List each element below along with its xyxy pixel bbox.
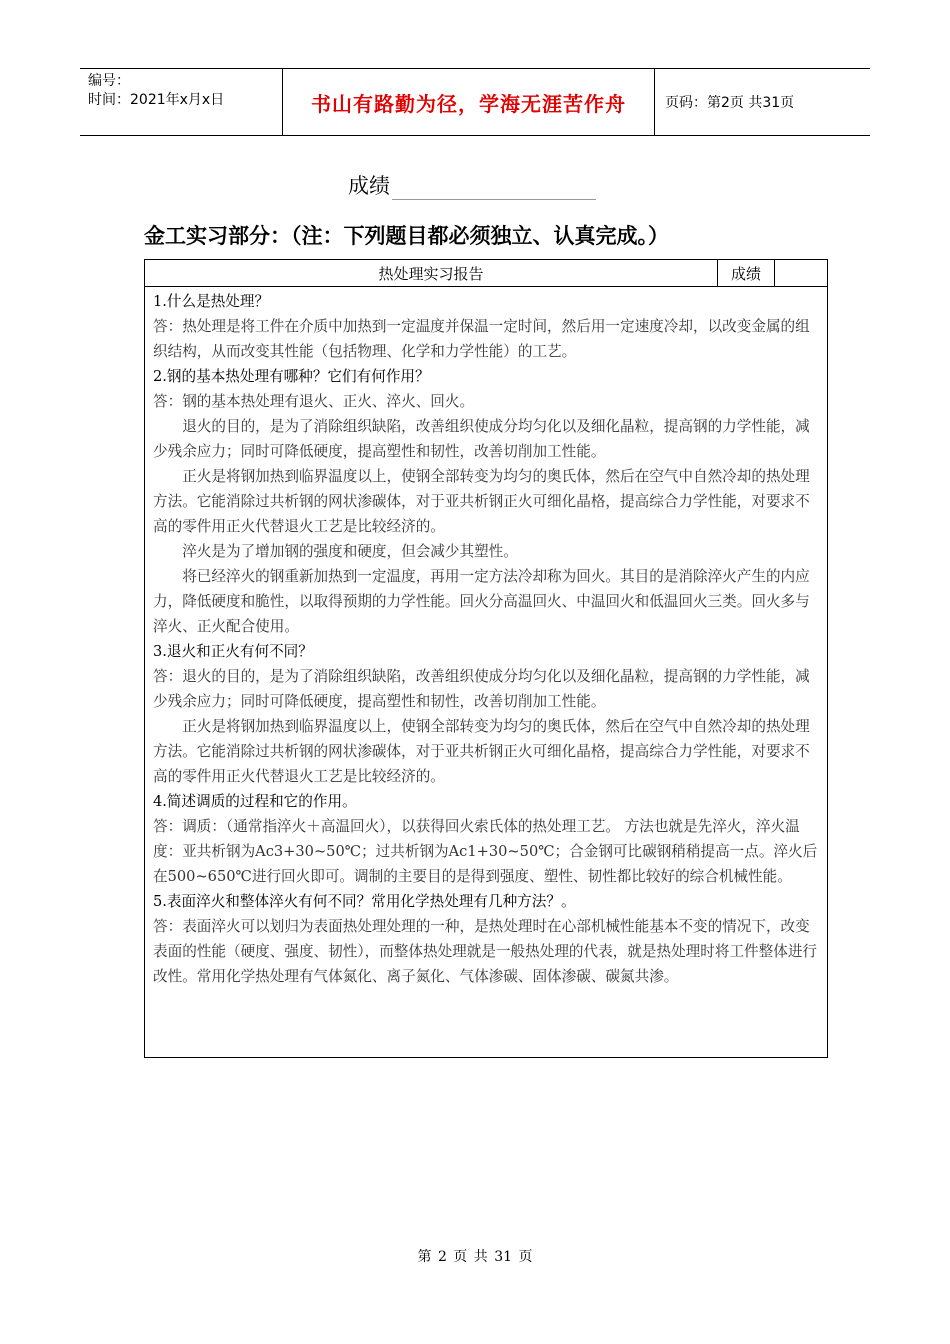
report-score-cell [774,260,827,286]
answer-text: 淬火是为了增加钢的强度和硬度，但会减少其塑性。 [182,543,518,560]
report-title: 热处理实习报告 [378,264,484,283]
report-header-row [145,260,827,287]
question-text: 2.钢的基本热处理有哪种？它们有何作用？ [153,368,430,385]
answer-text: 将已经淬火的钢重新加热到一定温度，再用一定方法冷却称为回火。其目的是消除淬火产生的内应力，降低硬度和脆性，以取得预期的力学性能。回火分高温回火、中温回火和低温回火三类。回火多与淬火、正火配合使用。 [153,568,810,635]
document-date: 时间：2021年x月x日 [88,92,225,108]
document-code: 编号： [88,73,130,89]
question-text: 3.退火和正火有何不同？ [153,643,313,660]
answer-text: 答：钢的基本热处理有退火、正火、淬火、回火。 [153,393,475,410]
answer-text: 答：调质：（通常指淬火＋高温回火），以获得回火索氏体的热处理工艺。 方法也就是先淬火，淬火温度：亚共析钢为Ac3+30~50℃；过共析钢为Ac1+30~50℃；合金钢可比碳钢稍稍提高一点。淬火后在500~650℃进行回火即可。调制的主要目的是得到强度、塑性、韧性都比较好的综合机械性能。 [153,818,818,885]
question-text: 5.表面淬火和整体淬火有何不同？常用化学热处理有几种方法？。 [153,893,576,910]
header-page-info: 页码：第2页 共31页 [665,95,795,111]
question-text: 4.简述调质的过程和它的作用。 [153,793,357,810]
report-body [145,287,827,989]
answer-text: 答：热处理是将工件在介质中加热到一定温度并保温一定时间，然后用一定速度冷却，以改变金属的组织结构，从而改变其性能（包括物理、化学和力学性能）的工艺。 [153,318,810,360]
answer-text: 退火的目的，是为了消除组织缺陷，改善组织使成分均匀化以及细化晶粒，提高钢的力学性能，减少残余应力；同时可降低硬度，提高塑性和韧性，改善切削加工性能。 [153,418,810,460]
answer-text: 正火是将钢加热到临界温度以上，使钢全部转变为均匀的奥氏体，然后在空气中自然冷却的热处理方法。它能消除过共析钢的网状渗碳体，对于亚共析钢正火可细化晶格，提高综合力学性能，对要求不高的零件用正火代替退火工艺是比较经济的。 [153,718,810,785]
answer-text: 正火是将钢加热到临界温度以上，使钢全部转变为均匀的奥氏体，然后在空气中自然冷却的热处理方法。它能消除过共析钢的网状渗碳体，对于亚共析钢正火可细化晶格，提高综合力学性能，对要求不高的零件用正火代替退火工艺是比较经济的。 [153,468,810,535]
header-meta [80,69,282,135]
report-score-label: 成绩 [717,260,774,286]
question-text: 1.什么是热处理？ [153,293,270,310]
answer-text: 答：退火的目的，是为了消除组织缺陷，改善组织使成分均匀化以及细化晶粒，提高钢的力学性能，减少残余应力；同时可降低硬度，提高塑性和韧性，改善切削加工性能。 [153,668,810,710]
header-motto: 书山有路勤为径，学海无涯苦作舟 [282,69,655,135]
score-blank [392,175,596,200]
report-table [144,259,828,1058]
page-header [80,68,870,136]
page-footer: 第 2 页 共 31 页 [417,1249,533,1265]
score-label: 成绩 [348,174,390,198]
section-title: 金工实习部分：（注：下列题目都必须独立、认真完成。） [144,224,669,248]
score-line [348,170,596,200]
answer-text: 答：表面淬火可以划归为表面热处理处理的一种，是热处理时在心部机械性能基本不变的情况下，改变表面的性能（硬度、强度、韧性），而整体热处理就是一般热处理的代表，就是热处理时将工件整体进行改性。常用化学热处理有气体氮化、离子氮化、气体渗碳、固体渗碳、碳氮共渗。 [153,918,818,985]
